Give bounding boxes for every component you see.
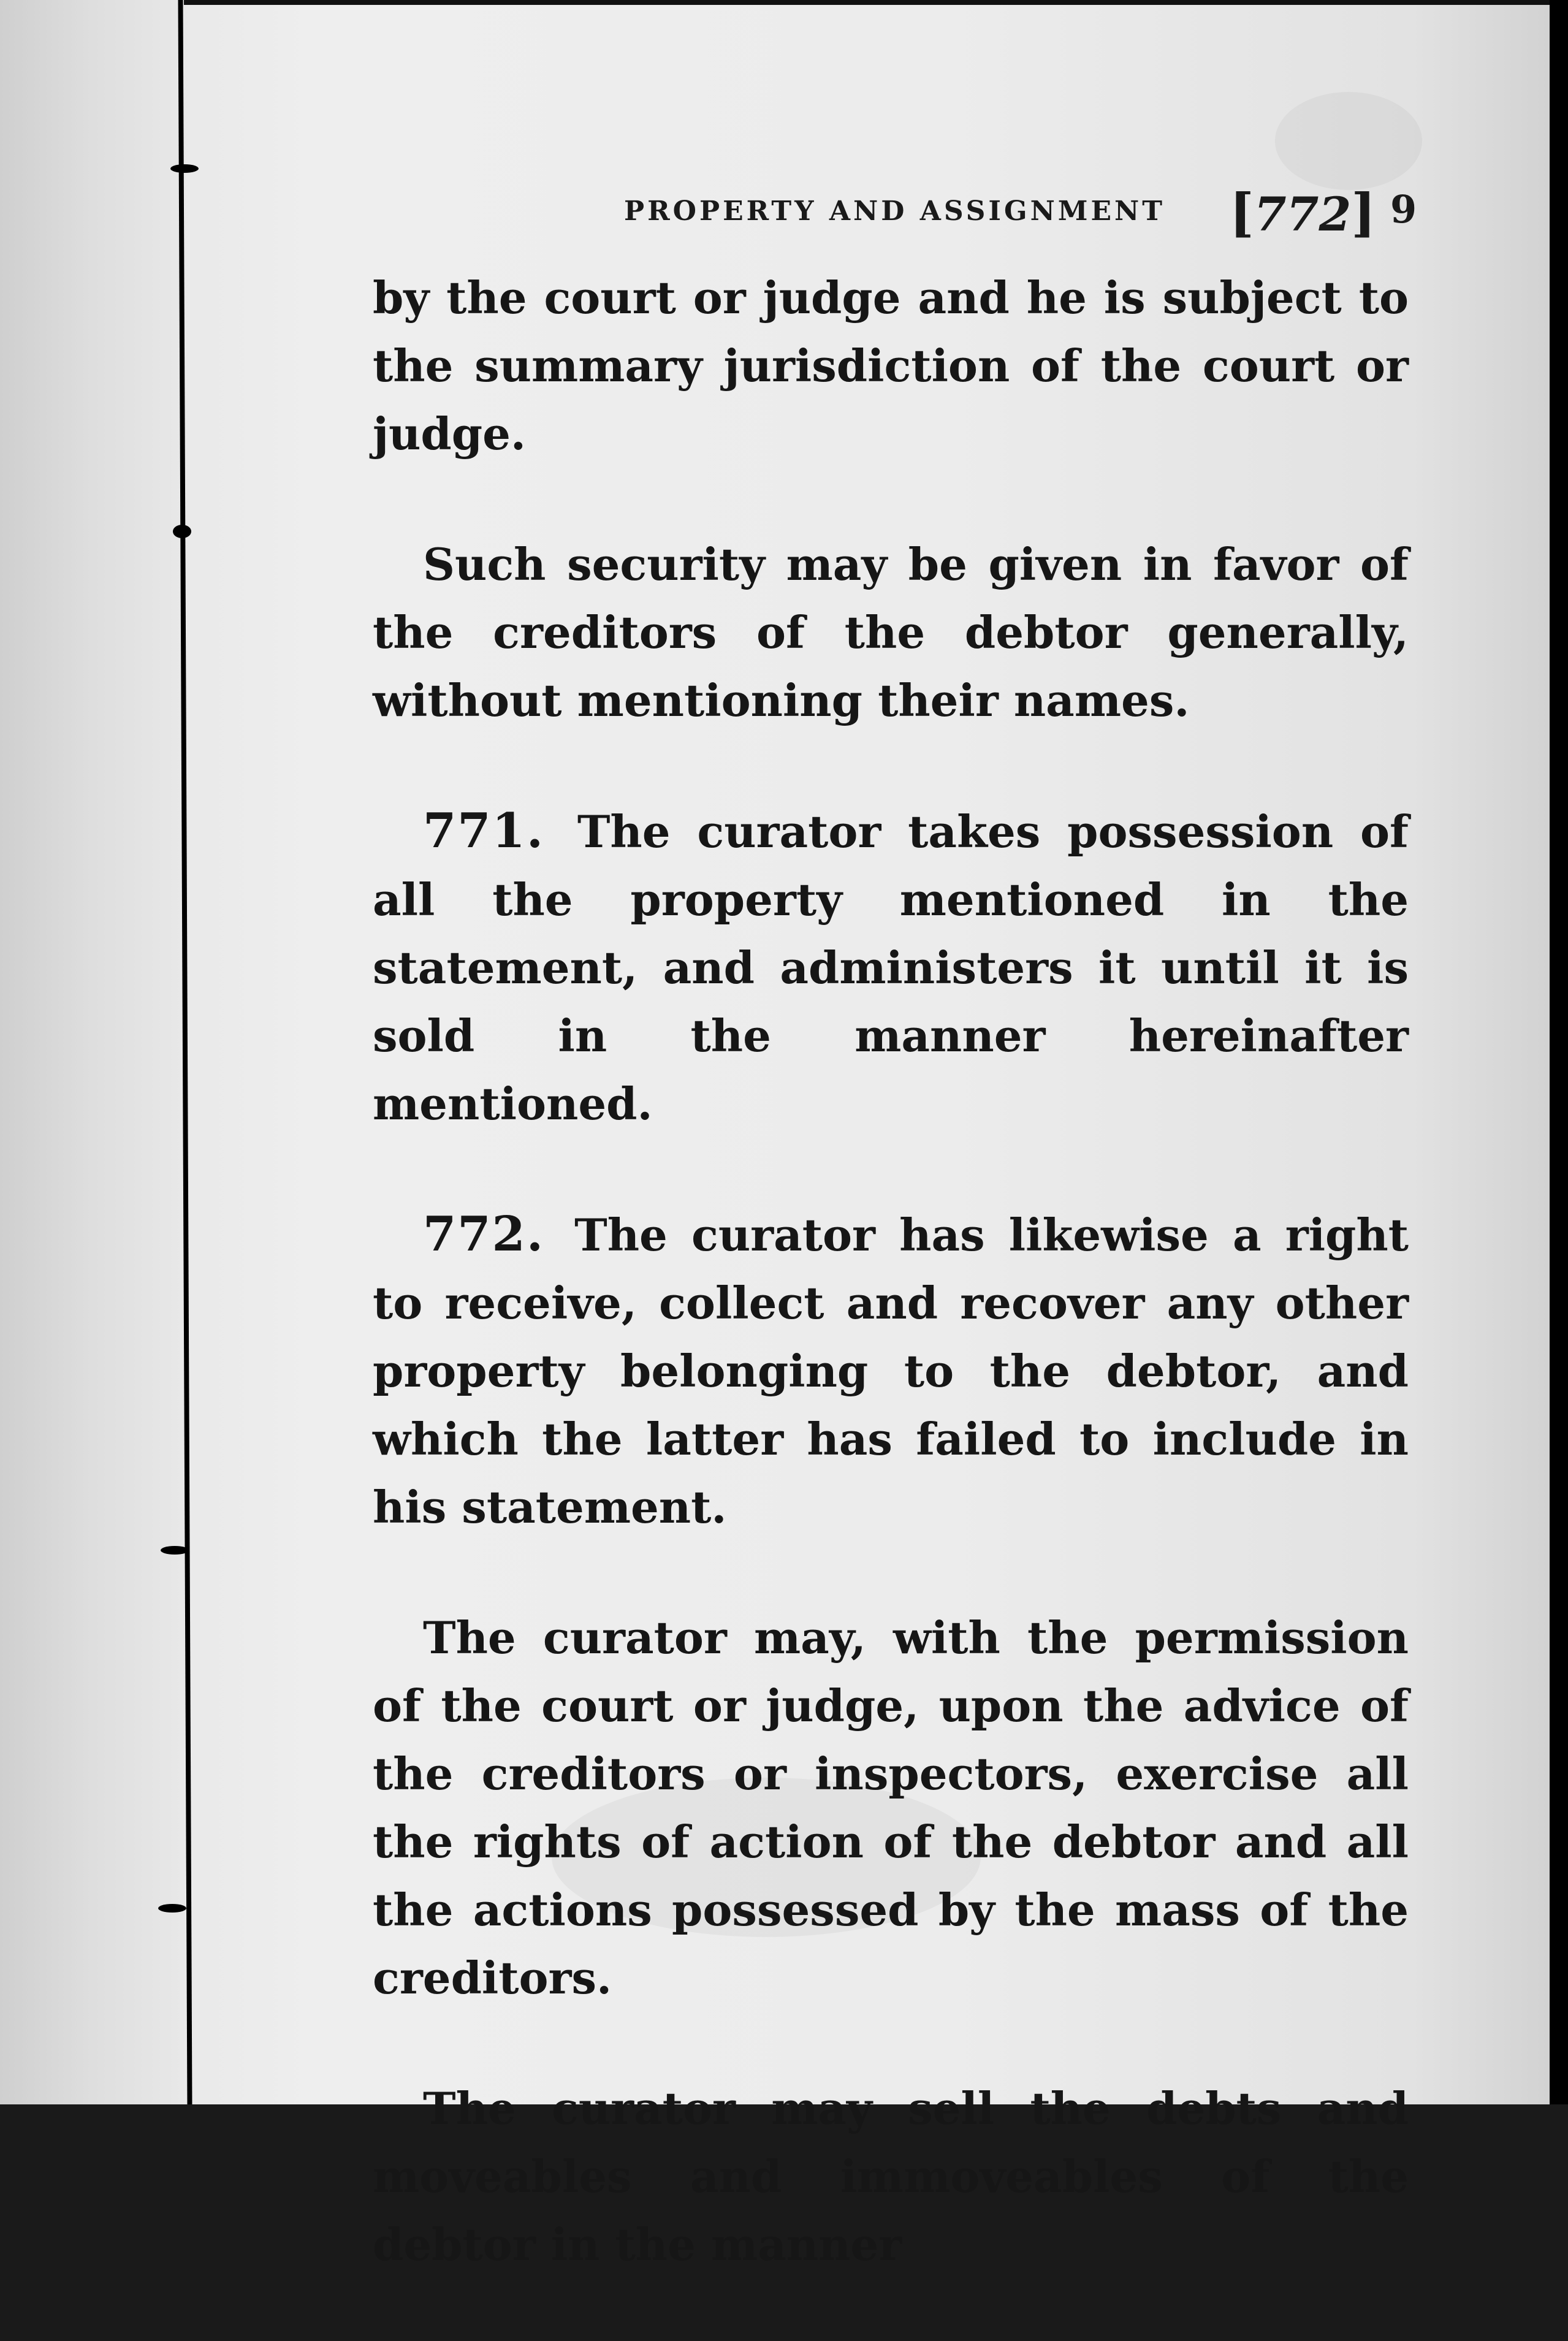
paragraph [373, 264, 1409, 468]
article-772 [373, 1200, 1409, 1541]
scan-right-edge [1550, 0, 1568, 2104]
binding-stitch [158, 1904, 186, 1913]
bracket-close: ] [1351, 182, 1376, 243]
page-number: 9 [1390, 187, 1417, 232]
left-margin [0, 0, 184, 2104]
article-771 [373, 797, 1409, 1138]
binding-stitch [170, 164, 199, 173]
paragraph-text: The curator may, with the permission of the court or judge, upon the advice of the creditors or inspectors, exercise all the rights of action of the debtor and all the actions possessed by the mass of the creditors. [373, 1612, 1409, 2004]
page-header [624, 182, 1417, 243]
paper-smudge [1275, 92, 1422, 190]
binding-stitch [173, 525, 191, 538]
paragraph-text: The curator has likewise a right to receive, collect and recover any other property belonging to the debtor, and which the latter has failed to include in his statement. [373, 1209, 1409, 1533]
paragraph-text: by the court or judge and he is subject to the summary jurisdiction of the court or judge. [373, 272, 1409, 460]
paragraph [373, 1604, 1409, 2012]
section-number: 772 [1254, 187, 1352, 242]
article-number: 771. [423, 803, 544, 859]
paragraph-text: The curator takes possession of all the property mentioned in the statement, and administers it until it is sold in the manner hereinafter mentioned. [373, 805, 1409, 1130]
paragraph [373, 530, 1409, 734]
scan-top-edge [0, 0, 1568, 5]
running-head: PROPERTY AND ASSIGNMENT [624, 196, 1166, 227]
paragraph-text: The curator may sell the debts and moveables and immoveables of the debtor in the manner [373, 2082, 1409, 2271]
binding-stitch [161, 1546, 189, 1555]
paragraph [373, 2074, 1409, 2278]
page-body [373, 264, 1409, 2341]
paragraph-text: Such security may be given in favor of the creditors of the debtor generally, without mentioning their names. [373, 538, 1409, 726]
article-number: 772. [423, 1206, 544, 1262]
bracket-open: [ [1230, 182, 1254, 243]
section-reference [1230, 182, 1376, 243]
